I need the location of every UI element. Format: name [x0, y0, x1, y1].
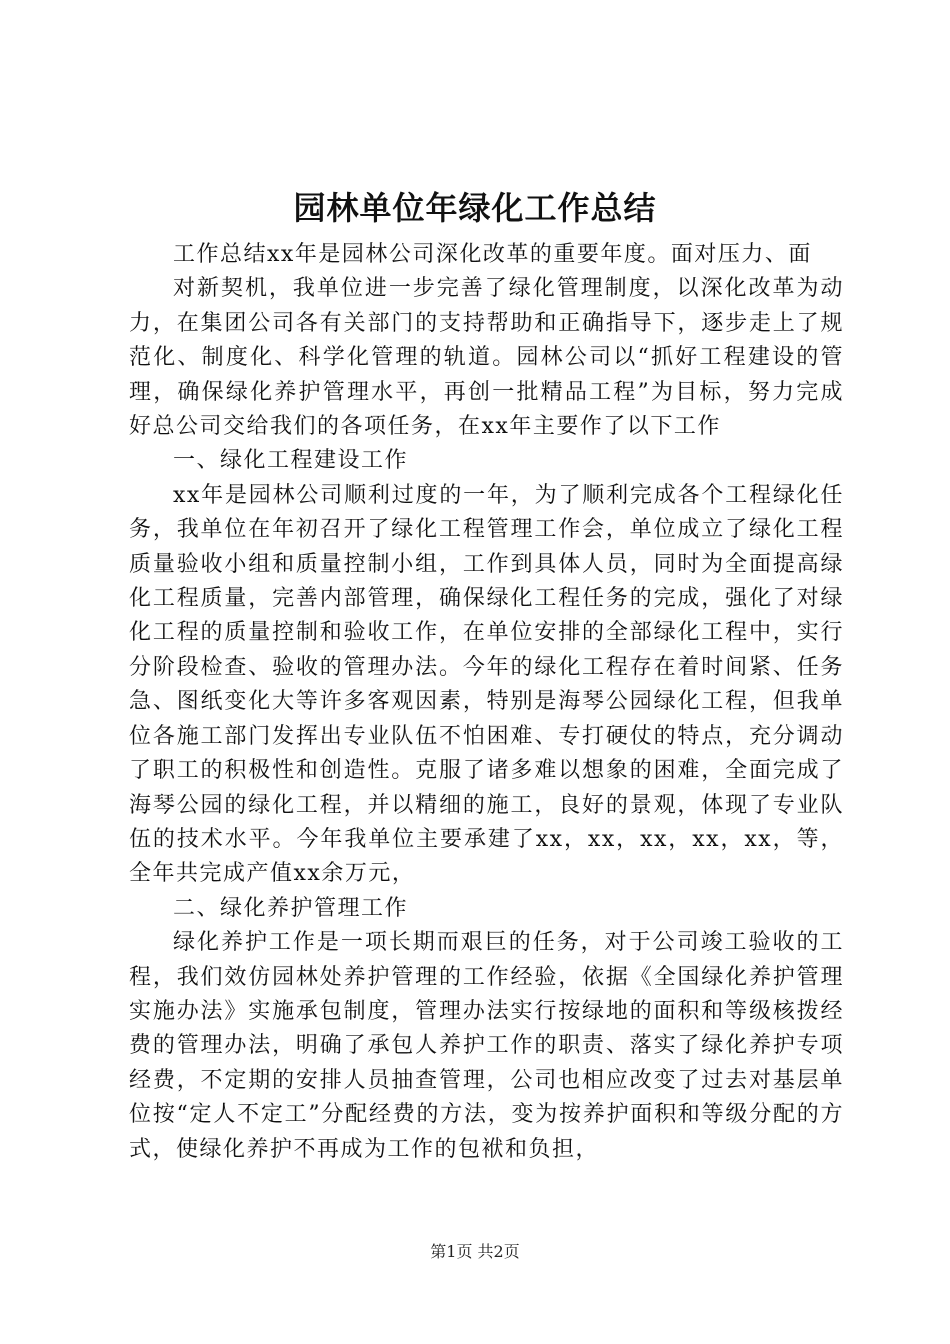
document-body: [129, 238, 844, 1167]
paragraph-section-1: xx年是园林公司顺利过度的一年，为了顺利完成各个工程绿化任务，我单位在年初召开了绿化工程管理工作会，单位成立了绿化工程质量验收小组和质量控制小组，工作到具体人员，同时为全面提高绿化工程质量，完善内部管理，确保绿化工程任务的完成，强化了对绿化工程的质量控制和验收工作，在单位安排的全部绿化工程中，实行分阶段检查、验收的管理办法。今年的绿化工程存在着时间紧、任务急、图纸变化大等许多客观因素，特别是海琴公园绿化工程，但我单位各施工部门发挥出专业队伍不怕困难、专打硬仗的特点，充分调动了职工的积极性和创造性。克服了诸多难以想象的困难，全面完成了海琴公园的绿化工程，并以精细的施工，良好的景观，体现了专业队伍的技术水平。今年我单位主要承建了xx，xx，xx，xx，xx，等，全年共完成产值xx余万元，: [129, 482, 844, 887]
section-heading-2: 二、绿化养护管理工作: [173, 895, 409, 921]
page-number-footer: 第1页 共2页: [430, 1242, 520, 1261]
section-heading-1: 一、绿化工程建设工作: [173, 448, 409, 474]
paragraph-intro: 工作总结xx年是园林公司深化改革的重要年度。面对压力、面: [173, 242, 812, 267]
paragraph-overview: 对新契机，我单位进一步完善了绿化管理制度，以深化改革为动力，在集团公司各有关部门的支持帮助和正确指导下，逐步走上了规范化、制度化、科学化管理的轨道。园林公司以“抓好工程建设的管理，确保绿化养护管理水平，再创一批精品工程”为目标，努力完成好总公司交给我们的各项任务，在xx年主要作了以下工作: [129, 276, 844, 440]
document-title: 园林单位年绿化工作总结: [293, 189, 657, 227]
paragraph-section-2: 绿化养护工作是一项长期而艰巨的任务，对于公司竣工验收的工程，我们效仿园林处养护管理的工作经验，依据《全国绿化养护管理实施办法》实施承包制度，管理办法实行按绿地的面积和等级核拨经费的管理办法，明确了承包人养护工作的职责、落实了绿化养护专项经费，不定期的安排人员抽查管理，公司也相应改变了过去对基层单位按“定人不定工”分配经费的方法，变为按养护面积和等级分配的方式，使绿化养护不再成为工作的包袱和负担，: [129, 930, 844, 1162]
